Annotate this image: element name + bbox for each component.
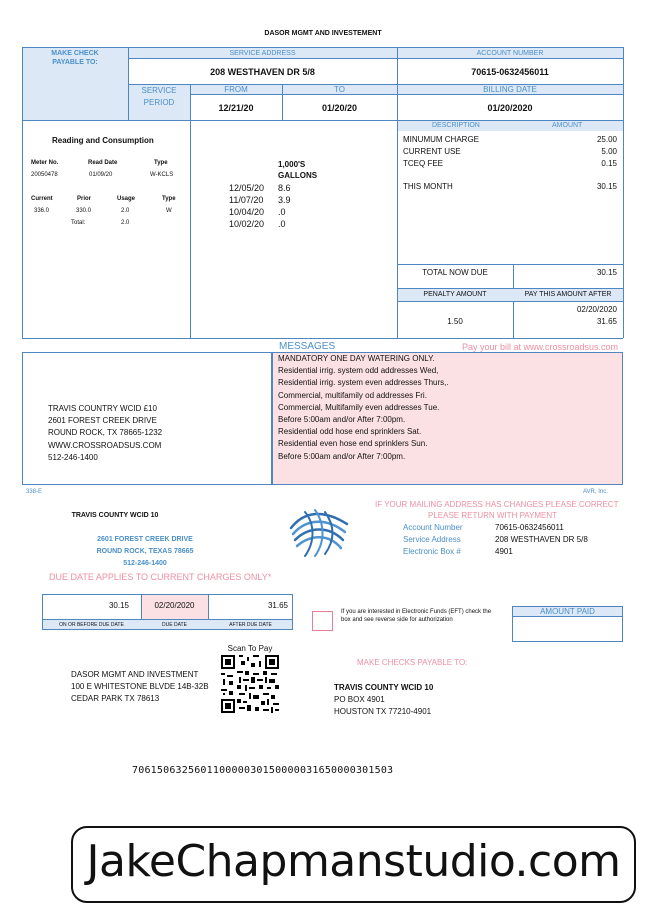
history-row: 11/07/20 3.9 — [229, 195, 291, 205]
district-logo — [285, 506, 353, 558]
history-row: 12/05/20 8.6 — [229, 183, 291, 193]
messages-text: MANDATORY ONE DAY WATERING ONLY. Residential irrig. system odd addresses Wed, Residential irrig. system even addresses Thurs,. Commercial, multifamily od addresses Fri. Commercial, Multifamily even addresses Tue. Before 5:00am and/or After 7:00pm. Residential odd hose end sprinklers Sat. Residential even hose end sprinklers Sun. Before 5:00am and/or After 7:00pm. — [278, 354, 449, 461]
account-number: 70615-0632456011 — [471, 67, 549, 77]
history-row: 10/04/20 .0 — [229, 207, 286, 217]
qr-code[interactable] — [221, 655, 279, 713]
meter-number: 20050478 — [31, 172, 58, 178]
period-from: 12/21/20 — [218, 103, 254, 113]
watermark-text: JakeChapmanstudio.com — [86, 836, 621, 887]
total-now-due: 30.15 — [596, 268, 617, 277]
charge-desc: MINUMUM CHARGE — [403, 135, 479, 144]
eft-text: If you are interested in Electronic Funds (EFT) check the box and see reverse side for authorization — [341, 609, 492, 623]
due-date-value: 02/20/2020 — [154, 601, 195, 610]
make-checks-label: MAKE CHECKS PAYABLE TO: — [357, 658, 468, 667]
ocr-scanline: 706150632560110000030150000031650000301503 — [132, 765, 394, 776]
period-to: 01/20/20 — [321, 103, 358, 113]
amount-on-before: 30.15 — [108, 601, 129, 610]
reading-title: Reading and Consumption — [52, 136, 154, 145]
after-amount: 31.65 — [596, 317, 617, 326]
stub-district-name: TRAVIS COUNTY WCID 10 — [71, 512, 159, 519]
eft-checkbox[interactable] — [312, 611, 333, 631]
history-row: 10/02/20 .0 — [229, 219, 286, 229]
company-title: DASOR MGMT AND INVESTEMENT — [264, 30, 382, 37]
charge-amount: 5.00 — [601, 147, 617, 156]
payee-address: TRAVIS COUNTY WCID 10 PO BOX 4901 HOUSTON TX 77210-4901 — [334, 683, 434, 717]
sender-address: DASOR MGMT AND INVESTMENT 100 E WHITESTONE BLVDE 14B-32B CEDAR PARK TX 78613 — [71, 670, 209, 704]
penalty-amount: 1.50 — [447, 317, 463, 326]
amount-paid-label: AMOUNT PAID — [512, 606, 623, 617]
district-address: TRAVIS COUNTRY WCID £10 2601 FOREST CREEK DRIVE ROUND ROCK, TX 78665-1232 WWW.CROSSROADSUS.COM 512-246-1400 — [48, 404, 163, 462]
charge-amount: 25.00 — [596, 135, 617, 144]
pay-online-link[interactable]: Pay your bill at www.crossroadsus.com — [461, 342, 618, 352]
amount-paid-field[interactable] — [512, 617, 623, 642]
amount-after: 31.65 — [267, 601, 288, 610]
after-date: 02/20/2020 — [576, 305, 617, 314]
due-date-note: DUE DATE APPLIES TO CURRENT CHARGES ONLY* — [49, 572, 272, 582]
utility-bill-page: DASOR MGMT AND INVESTEMENT MAKE CHECK PAYABLE TO: SERVICE ADDRESS 208 WESTHAVEN DR 5/8 ACCOUNT NUMBER 70615-0632456011 SERVICE PERIOD FROM TO BILLING DATE 12/21/20 01/20/20 01/20/2020 Reading and Consumption Meter No. Read Date Type 20050478 01/09/20 W-KCLS Current Prior Usage Type 336.0 330.0 2.0 W Total: 2.0 1,000'S GALLONS 12/05/20 8.6 11/07/20 3.9 10/04/20 .0 10/02/20 .0 DESCRIPTION AMOUNT MINUMUM CHARGE 25.00 CURRENT USE 5.00 TCEQ FEE 0.15 THIS MONTH 30.15 TOTAL NOW DUE 30.15 PENALTY AMOUNT PAY THIS AMOUNT AFTER 1.50 02/20/2020 31.65 MESSAGES Pay your bill at www.crossroadsus.com TRAVIS COUNTRY WCID £10 2601 FOREST CREEK DRIVE ROUND ROCK, TX 78665-1232 WWW.CROSSROADSUS.COM 512-246-1400 MANDATORY ONE DAY WATERING ONLY. Residential irrig. system odd addresses Wed, Residential irrig. system even addresses Thurs,. Commercial, multifamily od addresses Fri. Commercial, Multifamily even addresses Tue. Before 5:00am and/or After 7:00pm. Residential odd hose end sprinklers Sat. Residential even hose end sprinklers Sun. Before 5:00am and/or After 7:00pm. 338-E AVR, Inc. TRAVIS COUNTY WCID 10 2601 FOREST CREEK DRIVE ROUND ROCK, TEXAS 78665 512-246-1400 DUE DATE APPLIES TO CURRENT CHARGES ONLY* IF YOUR MAILING ADDRESS HAS CHANGES PLEASE CORRECT PLEASE RETURN WITH PAYMENT Account Number 70615-0632456011 Service Address 208 WESTHAVEN DR 5/8 Electronic Box # 4901 30.15 02/20/2020 31.65 ON OR BEFORE DUE DATE DUE DATE AFTER DUE DATE If you are interested in Electronic Funds (EFT) check the box and see reverse side for authorization AMOUNT PAID Scan To Pay DASOR MGMT AND INVESTMENT 100 E WHITESTONE BLVDE 14B-32B CEDAR PARK TX 78613 MAKE CHECKS PAYABLE TO: TRAVIS COUNTY WCID 10 PO BOX 4901 HOUSTON TX 77210-4901 706150632560110000030150000031650000301503 JakeChapmanstudio.com — [0, 0, 646, 916]
billing-date: 01/20/2020 — [487, 103, 533, 113]
charge-desc: TCEQ FEE — [403, 159, 444, 168]
messages-title: MESSAGES — [279, 341, 336, 352]
charge-desc: CURRENT USE — [403, 147, 461, 156]
service-address: 208 WESTHAVEN DR 5/8 — [210, 67, 315, 77]
charge-amount: 0.15 — [601, 159, 617, 168]
this-month-amount: 30.15 — [596, 182, 617, 191]
